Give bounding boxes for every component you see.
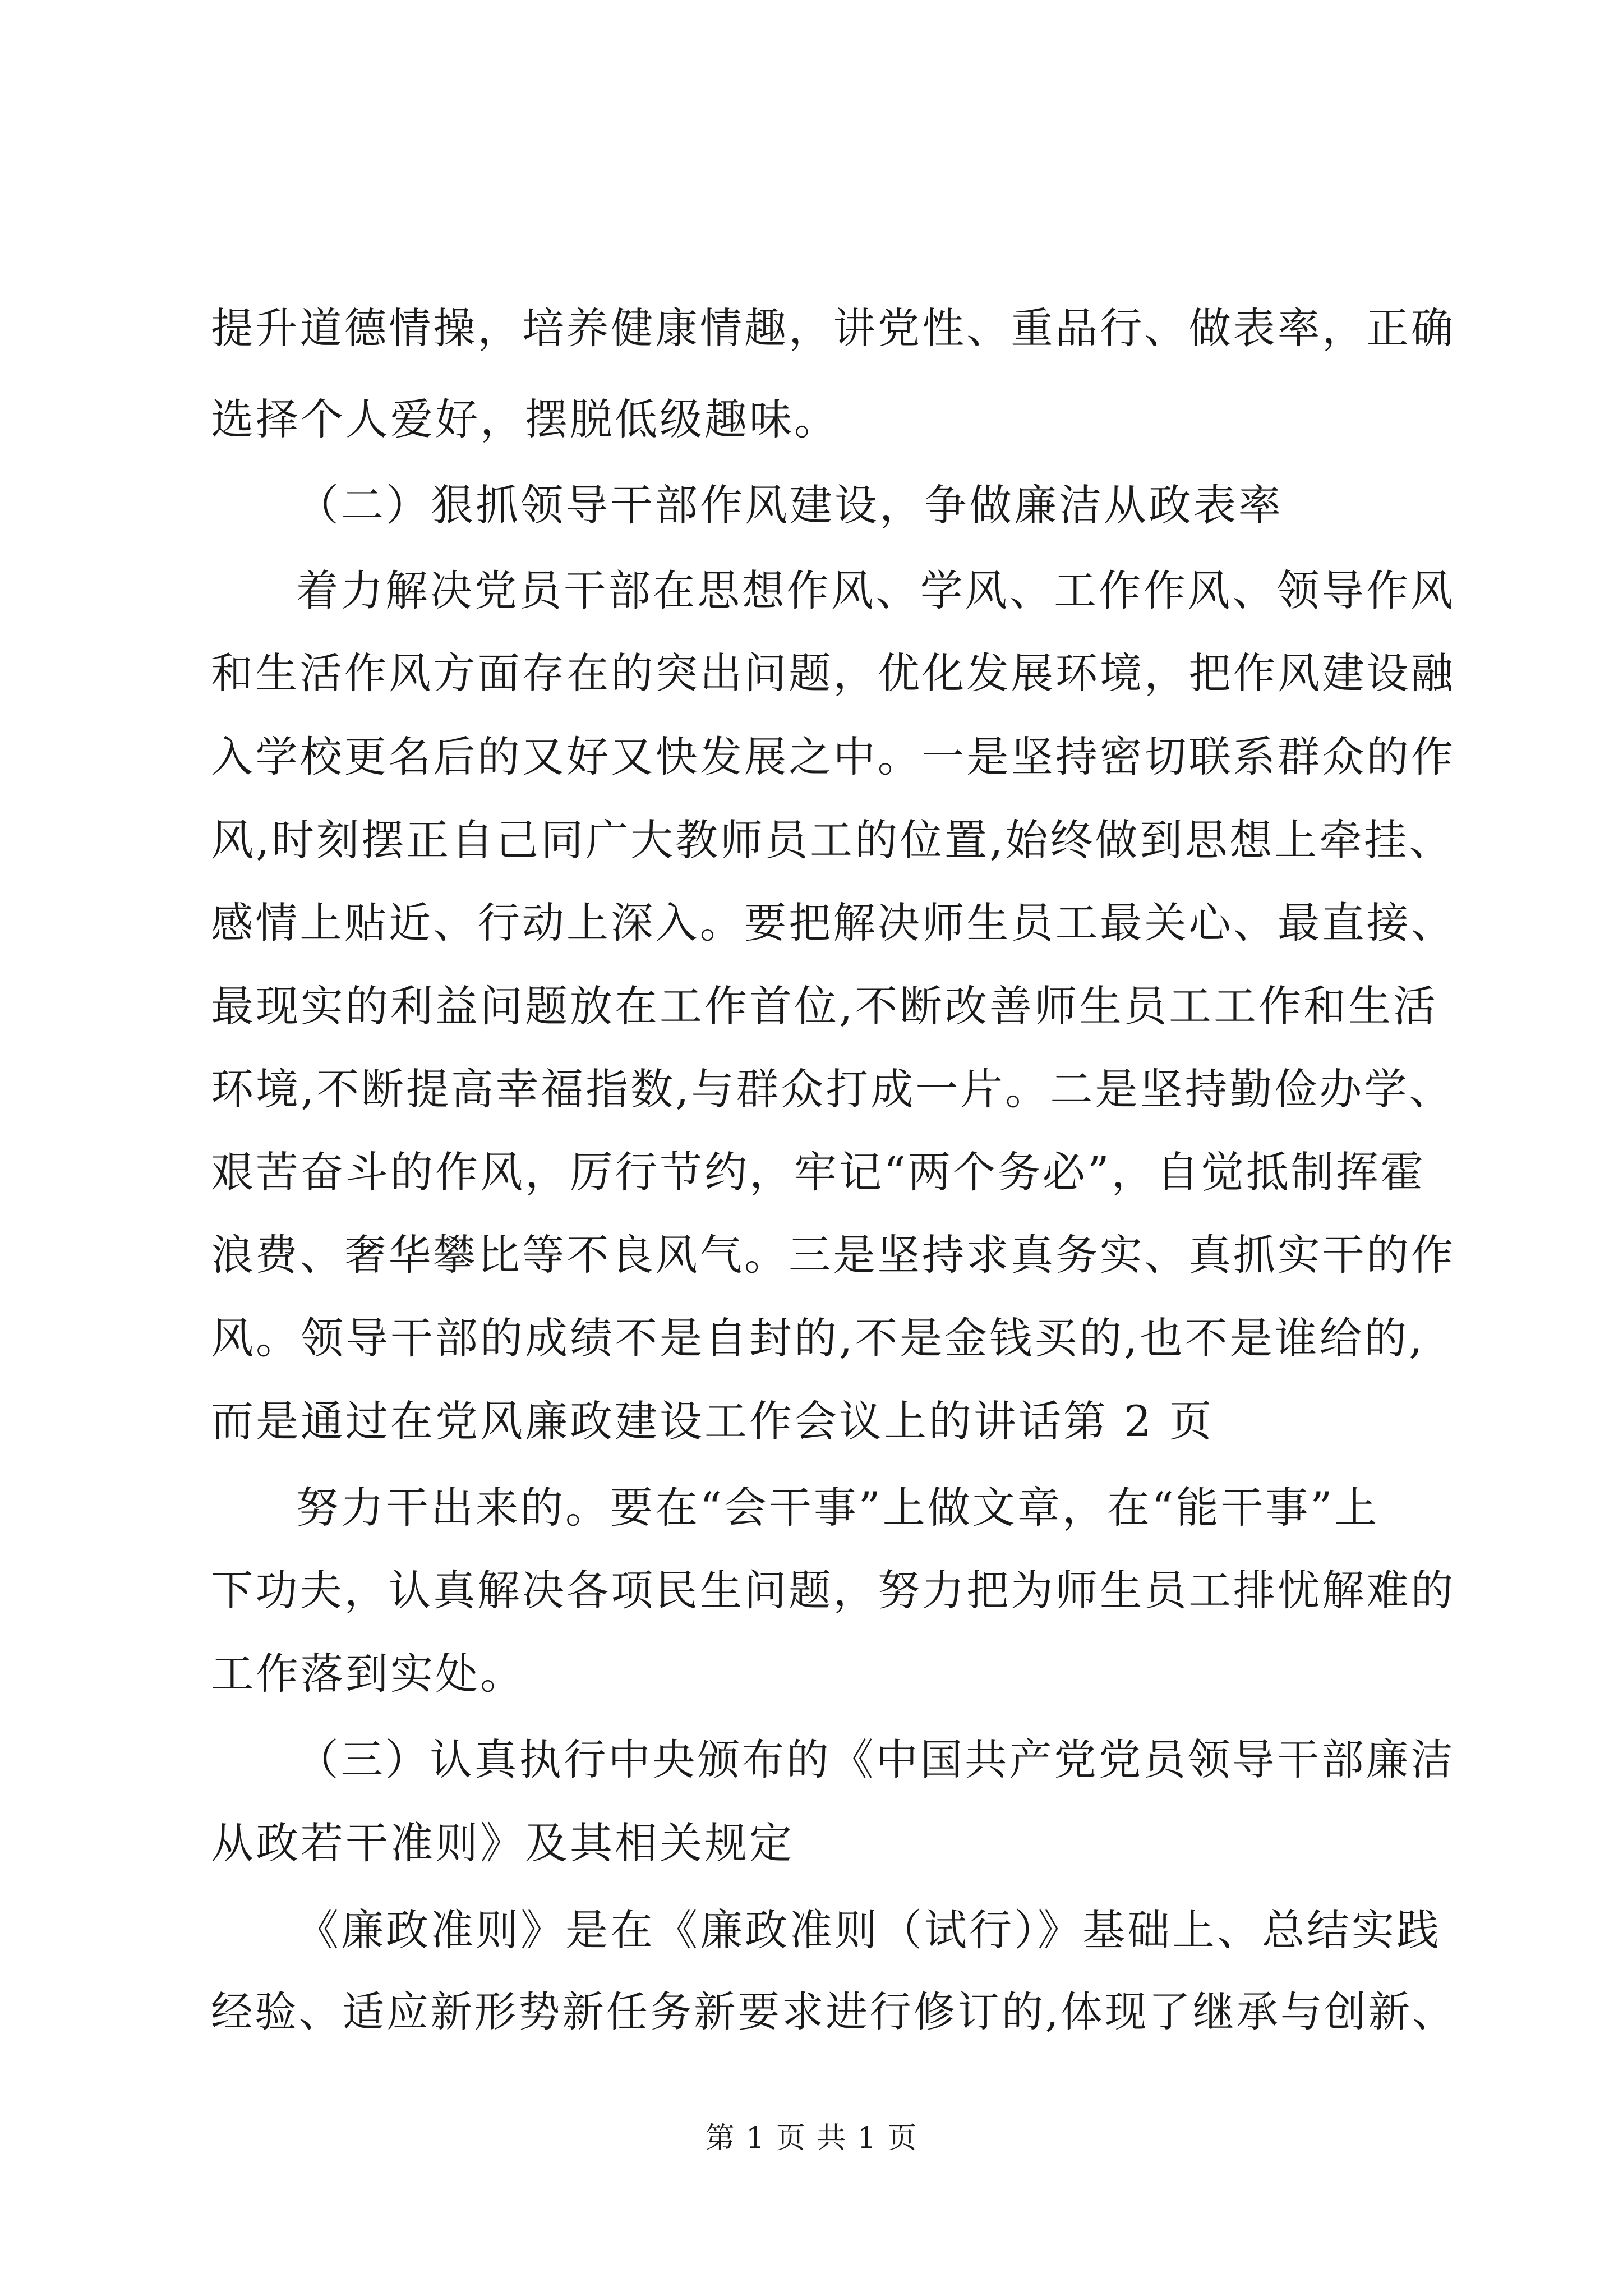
body-line-15: 努力干出来的。要在“会干事”上做文章，在“能干事”上 [296,1483,1380,1533]
body-line-10: 环境,不断提高幸福指数,与群众打成一片。二是坚持勤俭办学、 [211,1064,1454,1114]
section-heading-2: （二）狠抓领导干部作风建设，争做廉洁从政表率 [296,480,1283,530]
section-heading-3-cont: 从政若干准则》及其相关规定 [211,1818,794,1868]
body-line-16: 下功夫，认真解决各项民生问题，努力把为师生员工排忧解难的 [211,1566,1455,1615]
section-heading-3: （三）认真执行中央颁布的《中国共产党党员领导干部廉洁 [296,1735,1455,1784]
body-line-9: 最现实的利益问题放在工作首位,不断改善师生员工工作和生活 [211,981,1438,1031]
body-line-1: 提升道德情操，培养健康情趣，讲党性、重品行、做表率，正确 [211,303,1455,353]
body-line-17: 工作落到实处。 [211,1649,525,1699]
body-line-14: 而是通过在党风廉政建设工作会议上的讲话第 2 页 [211,1396,1214,1446]
body-line-4: 着力解决党员干部在思想作风、学风、工作作风、领导作风 [296,566,1455,615]
page-footer: 第 1 页 共 1 页 [705,2122,918,2155]
body-line-2: 选择个人爱好，摆脱低级趣味。 [211,394,839,444]
body-line-8: 感情上贴近、行动上深入。要把解决师生员工最关心、最直接、 [211,898,1455,947]
body-line-12: 浪费、奢华攀比等不良风气。三是坚持求真务实、真抓实干的作 [211,1230,1455,1280]
body-line-11: 艰苦奋斗的作风，厉行节约，牢记“两个务必”，自觉抵制挥霍 [211,1147,1426,1197]
body-line-5: 和生活作风方面存在的突出问题，优化发展环境，把作风建设融 [211,648,1455,698]
body-line-20: 《廉政准则》是在《廉政准则（试行）》基础上、总结实践 [296,1905,1441,1955]
body-line-6: 入学校更名后的又好又快发展之中。一是坚持密切联系群众的作 [211,732,1455,781]
body-line-13: 风。领导干部的成绩不是自封的,不是金钱买的,也不是谁给的, [211,1313,1425,1363]
body-line-21: 经验、适应新形势新任务新要求进行修订的,体现了继承与创新、 [211,1987,1456,2036]
body-line-7: 风,时刻摆正自己同广大教师员工的位置,始终做到思想上牵挂、 [211,815,1454,865]
